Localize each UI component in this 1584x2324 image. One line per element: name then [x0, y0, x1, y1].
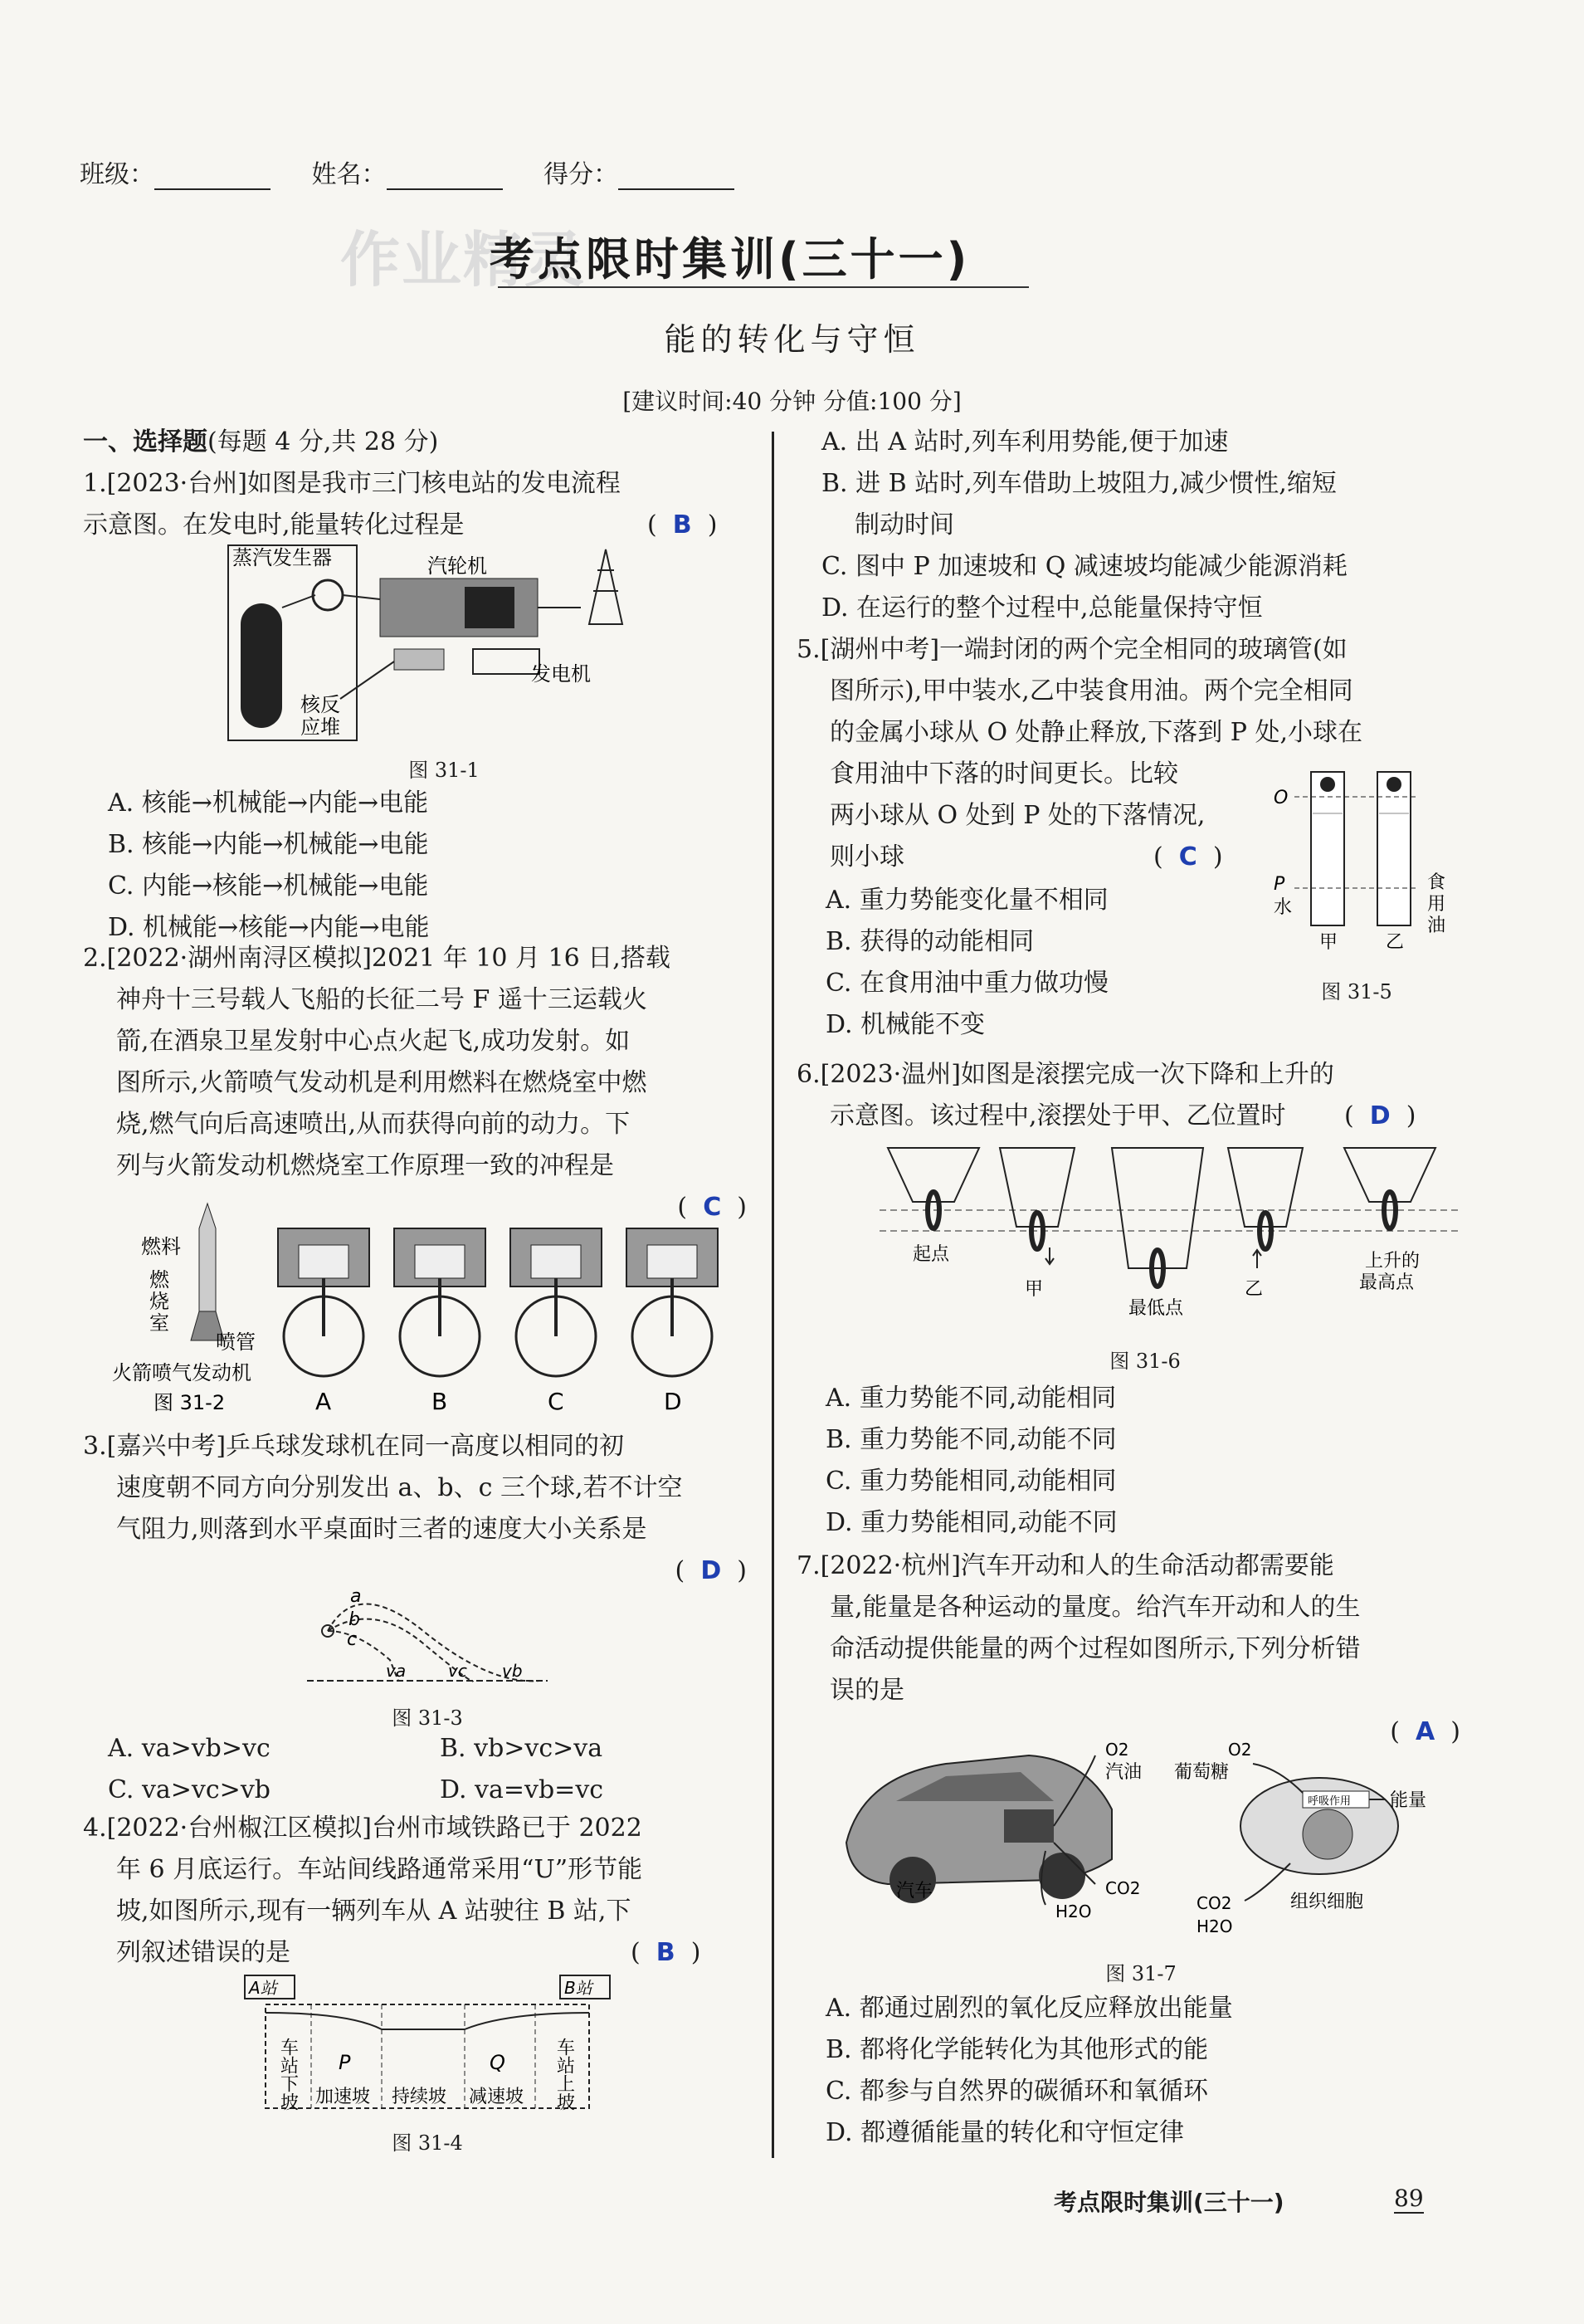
q4-line: 年 6 月底运行。车站间线路通常采用“U”形节能: [116, 1855, 643, 1884]
q1-answer: B: [672, 510, 692, 540]
q5-option[interactable]: A. 重力势能变化量不相同: [826, 886, 1109, 915]
question-2: 2.[2022·湖州南浔区模拟]2021 年 10 月 16 日,搭载 神舟十三号载人飞船的长征二号 F 遥十三运载火 箭,在酒泉卫星发射中心点火起飞,成功发射。如 图所示,火箭喷气发动机是利用燃料在燃烧室中燃 烧,燃气向后高速喷出,从而获得向前的动力。下 列与火箭发动机燃烧室工作原理一致的冲程是 ( C ): [83, 938, 747, 1228]
fig5-label-yi: 乙: [1386, 932, 1405, 953]
u-track-diagram: [241, 1971, 614, 2116]
q6-option[interactable]: D. 重力势能相同,动能不同: [826, 1508, 1118, 1537]
fig7-label-cell-h2o: H2O: [1197, 1916, 1233, 1936]
q2-line: 神舟十三号载人飞船的长征二号 F 遥十三运载火: [116, 985, 647, 1014]
fig4-label-q: Q: [490, 2051, 505, 2074]
q4-option[interactable]: D. 在运行的整个过程中,总能量保持守恒: [821, 593, 1263, 622]
q2-line: 图所示,火箭喷气发动机是利用燃料在燃烧室中燃: [116, 1068, 647, 1097]
fig4-label-sustain: 持续坡: [392, 2087, 447, 2107]
q2-answer: C: [703, 1193, 722, 1222]
fig5-label-water: 水: [1274, 897, 1293, 918]
q7-line: 量,能量是各种运动的量度。给汽车开动和人的生: [830, 1593, 1361, 1622]
q1-option[interactable]: C. 内能→核能→机械能→电能: [108, 872, 429, 901]
fig3-label-b: b: [348, 1609, 360, 1630]
fig7-label-respiration: 呼吸作用: [1308, 1795, 1352, 1808]
q2-line: 列与火箭发动机燃烧室工作原理一致的冲程是: [116, 1151, 614, 1180]
fig1-label-reactor-1: 核反: [300, 693, 340, 716]
fig6-label-start: 起点: [913, 1244, 950, 1265]
section-label: 一、选择题: [83, 427, 207, 456]
fig1-caption: 图 31-1: [408, 759, 480, 782]
q6-option[interactable]: C. 重力势能相同,动能相同: [826, 1467, 1117, 1496]
q4-option[interactable]: C. 图中 P 加速坡和 Q 减速坡均能减少能源消耗: [821, 552, 1348, 581]
cell-image: [1240, 1778, 1398, 1874]
q4-answer: B: [656, 1938, 675, 1967]
fig1-label-turbine: 汽轮机: [427, 554, 487, 578]
score-label: 得分：: [543, 160, 619, 189]
page-subtitle: 能的转化与守恒: [664, 321, 920, 358]
q1-options: [108, 783, 429, 949]
q3-line: 速度朝不同方向分别发出 a、b、c 三个球,若不计空: [116, 1473, 683, 1502]
fig5-label-jia: 甲: [1319, 932, 1338, 953]
student-info-header: [80, 154, 768, 190]
question-3: 3.[嘉兴中考]乒乓球发球机在同一高度以相同的初 速度朝不同方向分别发出 a、b、c 三个球,若不计空 气阻力,则落到水平桌面时三者的速度大小关系是 ( D ): [83, 1426, 747, 1592]
fig2-label-chamber-2: 烧: [149, 1290, 169, 1313]
fig1-label-reactor-2: 应堆: [300, 715, 340, 739]
q7-option[interactable]: A. 都通过剧烈的氧化反应释放出能量: [826, 1994, 1233, 2023]
fig7-label-cell-o2: O2: [1228, 1740, 1252, 1760]
fig2-label-chamber-3: 室: [149, 1311, 169, 1335]
q1-option[interactable]: D. 机械能→核能→内能→电能: [108, 913, 430, 942]
energy-comparison-diagram: [838, 1718, 1469, 1942]
fig7-label-gasoline: 汽油: [1105, 1762, 1143, 1783]
fig5-caption: 图 31-5: [1321, 980, 1392, 1003]
q7-line: 误的是: [830, 1676, 904, 1705]
fig2-label-fuel: 燃料: [141, 1235, 181, 1258]
fig2-caption: 图 31-2: [154, 1391, 226, 1414]
fig7-caption: 图 31-7: [1105, 1962, 1177, 1985]
q4-line: 坡,如图所示,现有一辆列车从 A 站驶往 B 站,下: [116, 1897, 631, 1926]
q3-options: [108, 1728, 755, 1811]
fig6-caption: 图 31-6: [1109, 1350, 1181, 1373]
q4-line: 列叙述错误的是: [116, 1938, 290, 1967]
q5-options: [826, 880, 1257, 1046]
q6-line: 示意图。该过程中,滚摆处于甲、乙位置时: [830, 1101, 1286, 1130]
title-divider: [498, 286, 1029, 288]
fig5-label-o: O: [1274, 788, 1289, 808]
question-4: 4.[2022·台州椒江区模拟]台州市域铁路已于 2022 年 6 月底运行。车站间线路通常采用“U”形节能 坡,如图所示,现有一辆列车从 A 站驶往 B 站,下 列叙述错误的是 ( B ): [83, 1808, 747, 1974]
footer-title: 考点限时集训(三十一): [1054, 2189, 1284, 2216]
fig2-label-nozzle: 喷管: [216, 1330, 256, 1354]
score-field[interactable]: [618, 165, 734, 190]
fig2-label-engine: 火箭喷气发动机: [112, 1361, 251, 1384]
fig3-label-vb: vb: [502, 1661, 523, 1681]
fig4-label-downhill: 车站下坡: [277, 2038, 299, 2111]
q3-option[interactable]: B. vb>vc>va: [440, 1734, 603, 1763]
fig6-label-rise: 上升的: [1365, 1251, 1421, 1272]
q7-answer: A: [1416, 1717, 1435, 1746]
q4-line: 4.[2022·台州椒江区模拟]台州市域铁路已于 2022: [83, 1814, 642, 1843]
ball-launch-diagram: [307, 1585, 548, 1693]
section-note: (每题 4 分,共 28 分): [207, 427, 439, 456]
name-label: 姓名：: [311, 160, 387, 189]
fig4-label-p: P: [339, 2051, 351, 2074]
q7-line: 命活动提供能量的两个过程如图所示,下列分析错: [830, 1634, 1361, 1663]
fig3-label-va: va: [386, 1661, 407, 1681]
q4-option[interactable]: 制动时间: [855, 510, 954, 540]
q7-option[interactable]: C. 都参与自然界的碳循环和氧循环: [826, 2077, 1208, 2106]
engine-d: [626, 1228, 718, 1376]
fig3-caption: 图 31-3: [392, 1706, 463, 1730]
q6-option[interactable]: A. 重力势能不同,动能相同: [826, 1384, 1117, 1413]
q1-option[interactable]: A. 核能→机械能→内能→电能: [108, 788, 429, 818]
page-number: 89: [1394, 2185, 1424, 2212]
time-score-note: [建议时间:40 分钟 分值:100 分]: [622, 388, 962, 415]
fig6-label-highest: 最高点: [1359, 1272, 1415, 1293]
engine-a: [278, 1228, 369, 1376]
engine-b: [394, 1228, 485, 1376]
q4-option[interactable]: A. 出 A 站时,列车利用势能,便于加速: [821, 427, 1229, 456]
question-1: 1.[2023·台州]如图是我市三门核电站的发电流程 示意图。在发电时,能量转化过程是 ( B ): [83, 463, 747, 546]
engine-label-b: B: [431, 1388, 448, 1415]
fig5-label-oil-3: 油: [1427, 915, 1446, 936]
q3-option[interactable]: A. va>vb>vc: [108, 1734, 270, 1763]
q5-line: 的金属小球从 O 处静止释放,下落到 P 处,小球在: [830, 718, 1362, 747]
q3-option[interactable]: C. va>vc>vb: [108, 1775, 270, 1804]
question-7: 7.[2022·杭州]汽车开动和人的生命活动都需要能 量,能量是各种运动的量度。给汽车开动和人的生 命活动提供能量的两个过程如图所示,下列分析错 误的是 ( A ): [797, 1545, 1460, 1753]
q5-answer: C: [1178, 842, 1197, 872]
fig2-label-chamber-1: 燃: [149, 1268, 169, 1291]
q7-options: [826, 1988, 1489, 2154]
q3-option[interactable]: D. va=vb=vc: [440, 1775, 604, 1804]
nuclear-plant-diagram: [224, 541, 689, 749]
engine-label-d: D: [664, 1388, 682, 1415]
fig4-label-a-station: A站: [249, 1978, 277, 1998]
q4-option[interactable]: B. 进 B 站时,列车借助上坡阻力,减少惯性,缩短: [821, 469, 1337, 498]
engine-label-c: C: [548, 1388, 564, 1415]
fig7-label-energy: 能量: [1390, 1790, 1427, 1811]
fig6-label-jia: 甲: [1025, 1279, 1044, 1300]
fig3-label-vc: vc: [448, 1661, 467, 1681]
fig4-caption: 图 31-4: [392, 2131, 463, 2155]
question-6: 6.[2023·温州]如图是滚摆完成一次下降和上升的 示意图。该过程中,滚摆处于甲、乙位置时 ( D ): [797, 1054, 1460, 1137]
fig6-label-lowest: 最低点: [1128, 1298, 1184, 1319]
q7-line: 7.[2022·杭州]汽车开动和人的生命活动都需要能: [797, 1551, 1334, 1580]
fig1-label-steam-generator: 蒸汽发生器: [232, 546, 332, 569]
q1-option[interactable]: B. 核能→内能→机械能→电能: [108, 830, 429, 859]
watermark: 作业精灵: [340, 225, 587, 295]
q2-line: 2.[2022·湖州南浔区模拟]2021 年 10 月 16 日,搭载: [83, 944, 670, 973]
rocket-engine-diagram: [108, 1195, 747, 1419]
fig5-label-oil-2: 用: [1427, 894, 1446, 915]
q5-line: 两小球从 O 处到 P 处的下落情况,: [830, 801, 1206, 830]
q3-line: 气阻力,则落到水平桌面时三者的速度大小关系是: [116, 1515, 647, 1544]
q5-line: 则小球: [830, 842, 904, 872]
q5-line: 5.[湖州中考]一端封闭的两个完全相同的玻璃管(如: [797, 635, 1348, 664]
page-title: 考点限时集训(三十一): [490, 233, 971, 286]
q6-option[interactable]: B. 重力势能不同,动能不同: [826, 1425, 1117, 1454]
fig7-label-glucose: 葡萄糖: [1174, 1762, 1230, 1783]
fig6-label-yi: 乙: [1245, 1279, 1264, 1300]
fig7-label-cell-co2: CO2: [1197, 1893, 1232, 1913]
fig3-label-c: c: [347, 1629, 358, 1650]
q6-answer: D: [1369, 1101, 1391, 1130]
fig5-label-p: P: [1274, 874, 1285, 895]
fig7-label-car-o2: O2: [1105, 1740, 1129, 1760]
q7-option[interactable]: D. 都遵循能量的转化和守恒定律: [826, 2118, 1185, 2147]
q1-line: 示意图。在发电时,能量转化过程是: [83, 510, 465, 540]
fig7-label-car: 汽车: [896, 1881, 933, 1902]
class-field[interactable]: [154, 165, 270, 190]
fig1-label-generator: 发电机: [531, 662, 591, 686]
fig5-label-oil-1: 食: [1427, 872, 1446, 893]
column-divider: [772, 432, 774, 2158]
fig3-label-a: a: [350, 1586, 362, 1607]
q2-line: 烧,燃气向后高速喷出,从而获得向前的动力。下: [116, 1110, 631, 1139]
q5-line: 图所示),甲中装水,乙中装食用油。两个完全相同: [830, 676, 1353, 706]
q6-line: 6.[2023·温州]如图是滚摆完成一次下降和上升的: [797, 1060, 1334, 1089]
class-label: 班级：: [80, 160, 154, 189]
q5-option[interactable]: D. 机械能不变: [826, 1010, 986, 1039]
q2-line: 箭,在酒泉卫星发射中心点火起飞,成功发射。如: [116, 1027, 631, 1056]
name-field[interactable]: [387, 165, 503, 190]
fig4-label-b-station: B站: [564, 1978, 592, 1998]
car-image: [846, 1755, 1112, 1903]
q5-option[interactable]: B. 获得的动能相同: [826, 927, 1035, 956]
engine-c: [510, 1228, 602, 1376]
question-5: 5.[湖州中考]一端封闭的两个完全相同的玻璃管(如 图所示),甲中装水,乙中装食用油。两个完全相同 的金属小球从 O 处静止释放,下落到 P 处,小球在 食用油中下落的时间更长。比较 两小球从 O 处到 P 处的下落情况, 则小球 ( C ): [797, 629, 1460, 878]
fig7-label-car-h2o: H2O: [1055, 1902, 1092, 1921]
q3-line: 3.[嘉兴中考]乒乓球发球机在同一高度以相同的初: [83, 1432, 625, 1461]
q7-option[interactable]: B. 都将化学能转化为其他形式的能: [826, 2035, 1209, 2064]
section-heading: [83, 422, 438, 463]
q6-options: [826, 1378, 1489, 1544]
fig4-label-accel: 加速坡: [315, 2087, 371, 2107]
glass-tubes-diagram: [1270, 764, 1460, 954]
q4-options: [821, 422, 1485, 629]
fig4-label-decel: 减速坡: [469, 2087, 524, 2107]
yo-yo-pendulum-diagram: [855, 1144, 1460, 1335]
q5-line: 食用油中下落的时间更长。比较: [830, 759, 1178, 788]
fig7-label-tissue-cell: 组织细胞: [1290, 1892, 1364, 1912]
fig4-label-uphill: 车站上坡: [553, 2038, 575, 2111]
engine-label-a: A: [315, 1388, 332, 1415]
q5-option[interactable]: C. 在食用油中重力做功慢: [826, 969, 1109, 998]
q1-line: 1.[2023·台州]如图是我市三门核电站的发电流程: [83, 469, 621, 498]
fig7-label-car-co2: CO2: [1105, 1878, 1141, 1898]
q3-answer: D: [700, 1556, 722, 1585]
